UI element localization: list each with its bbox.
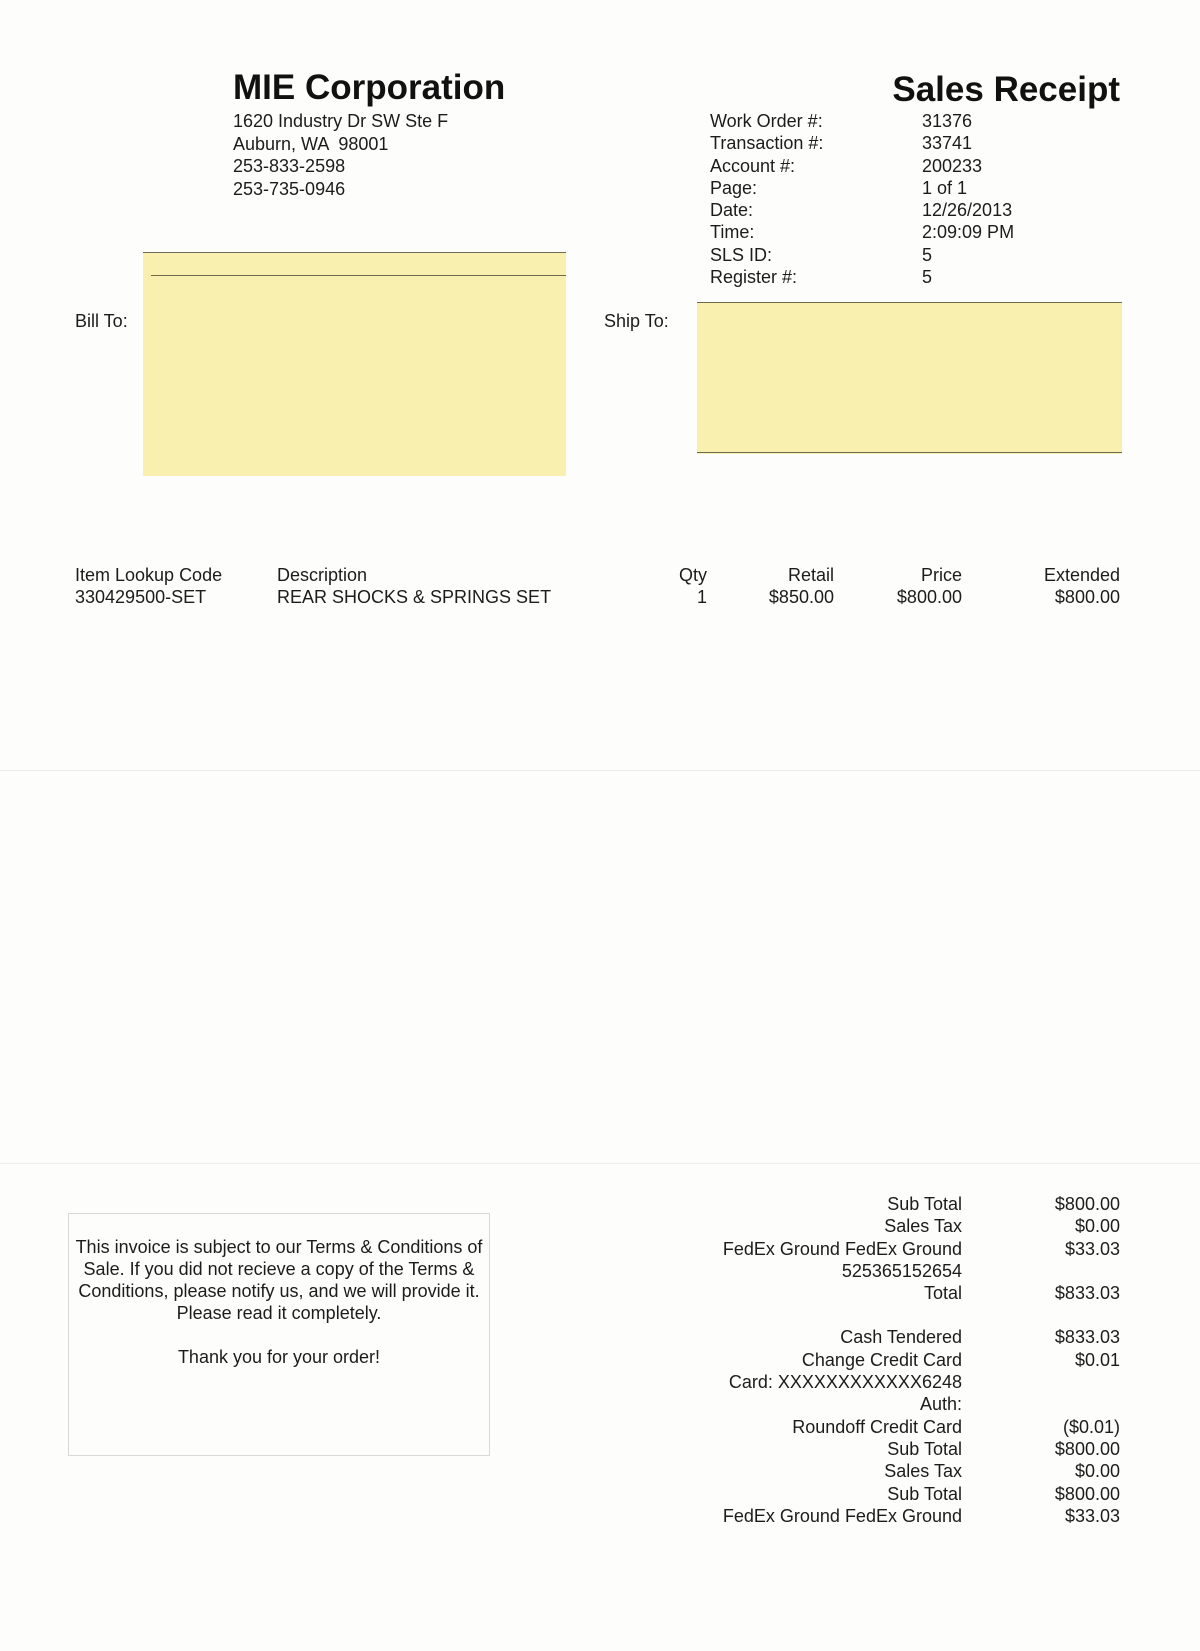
total-value: $0.00 [1074, 1216, 1120, 1237]
col-header-qty: Qty [678, 565, 707, 585]
company-address [233, 110, 448, 200]
total-row-tracking [680, 1260, 1120, 1282]
meta-label: SLS ID: [710, 244, 773, 265]
total-value: $800.00 [1054, 1438, 1120, 1459]
terms-box [68, 1213, 490, 1456]
meta-value: 12/26/2013 [922, 200, 1013, 221]
total-value: $800.00 [1054, 1194, 1120, 1214]
redaction-edge [697, 302, 1122, 303]
meta-label: Time: [710, 222, 755, 243]
meta-label: Account #: [710, 155, 796, 176]
meta-row-work-order [710, 110, 1014, 132]
total-label: Sub Total [887, 1438, 962, 1459]
meta-label: Page: [710, 177, 758, 198]
total-label: Card: XXXXXXXXXXXX6248 [728, 1372, 962, 1393]
item-description: REAR SHOCKS & SPRINGS SET [277, 587, 552, 607]
item-extended: $800.00 [1054, 587, 1120, 607]
total-value: $0.00 [1074, 1461, 1120, 1482]
item-qty: 1 [696, 587, 707, 607]
total-row-change [680, 1349, 1120, 1371]
total-label: Cash Tendered [840, 1327, 962, 1348]
total-label: Sales Tax [884, 1216, 962, 1237]
total-value: $33.03 [1064, 1505, 1120, 1526]
bill-to-label: Bill To: [75, 311, 128, 331]
meta-row-date [710, 199, 1014, 221]
total-value: $833.03 [1054, 1327, 1120, 1348]
receipt-meta [710, 110, 1014, 288]
total-label: Auth: [919, 1394, 962, 1415]
col-header-description: Description [277, 565, 368, 585]
total-value [962, 1260, 1120, 1282]
item-price: $800.00 [896, 587, 962, 607]
phone-2: 253-735-0946 [233, 178, 346, 199]
col-header-retail: Retail [787, 565, 834, 585]
totals-spacer [680, 1304, 1120, 1326]
redaction-edge [151, 275, 566, 276]
meta-value: 5 [922, 267, 933, 288]
bill-to-redaction [143, 252, 566, 476]
fold-line [0, 770, 1200, 771]
meta-row-transaction [710, 132, 1014, 154]
total-value: $33.03 [1064, 1238, 1120, 1259]
meta-value: 200233 [922, 155, 983, 176]
redaction-edge [143, 252, 566, 253]
total-row-total [680, 1282, 1120, 1304]
company-name: MIE Corporation [233, 68, 506, 107]
redaction-edge [697, 452, 1122, 453]
ship-to-label: Ship To: [604, 311, 669, 331]
total-row-subtotal [680, 1193, 1120, 1215]
total-label: Change Credit Card [801, 1349, 962, 1370]
meta-value: 33741 [922, 133, 973, 154]
meta-label: Register #: [710, 267, 798, 288]
address-line-2: Auburn, WA 98001 [233, 133, 389, 154]
col-header-price: Price [920, 565, 962, 585]
total-label: Sub Total [887, 1483, 962, 1504]
total-row-auth [680, 1393, 1120, 1415]
col-header-code: Item Lookup Code [75, 565, 223, 585]
terms-text: This invoice is subject to our Terms & Conditions of Sale. If you did not recieve a copy of the Terms & Conditions, please notify us, and we will provide it. Please read it completely. [75, 1237, 483, 1323]
total-value [962, 1371, 1120, 1393]
total-label: Total [923, 1283, 962, 1304]
meta-row-time [710, 221, 1014, 243]
total-value: $0.01 [1074, 1349, 1120, 1370]
phone-1: 253-833-2598 [233, 156, 346, 176]
total-row-shipping [680, 1238, 1120, 1260]
total-row-subtotal-2 [680, 1438, 1120, 1460]
meta-label: Transaction #: [710, 133, 824, 154]
total-value: $833.03 [1054, 1283, 1120, 1304]
meta-label: Date: [710, 200, 754, 221]
col-header-extended: Extended [1043, 565, 1120, 585]
meta-label: Work Order #: [710, 111, 823, 131]
total-row-subtotal-3 [680, 1483, 1120, 1505]
meta-row-sls-id [710, 244, 1014, 266]
total-label: Roundoff Credit Card [792, 1416, 962, 1437]
meta-value: 31376 [922, 111, 973, 131]
meta-value: 2:09:09 PM [922, 222, 1015, 243]
meta-row-account [710, 155, 1014, 177]
total-value: ($0.01) [1062, 1416, 1120, 1437]
totals-section [680, 1193, 1120, 1527]
total-row-sales-tax [680, 1215, 1120, 1237]
total-row-card [680, 1371, 1120, 1393]
tracking-number: 525365152654 [841, 1260, 962, 1281]
total-value: $800.00 [1054, 1483, 1120, 1504]
total-label: FedEx Ground FedEx Ground [722, 1505, 962, 1526]
total-row-roundoff [680, 1416, 1120, 1438]
meta-value: 5 [922, 244, 933, 265]
total-row-shipping-2 [680, 1505, 1120, 1527]
total-value [962, 1393, 1120, 1415]
total-label: FedEx Ground FedEx Ground [722, 1238, 962, 1259]
total-row-cash-tendered [680, 1326, 1120, 1348]
meta-row-page [710, 177, 1014, 199]
meta-value: 1 of 1 [922, 177, 968, 198]
thank-you-text: Thank you for your order! [177, 1347, 381, 1367]
address-line-1: 1620 Industry Dr SW Ste F [233, 111, 449, 131]
total-row-sales-tax-2 [680, 1460, 1120, 1482]
item-code: 330429500-SET [75, 587, 207, 607]
total-label: Sub Total [887, 1194, 962, 1214]
item-retail: $850.00 [768, 587, 834, 607]
fold-line [0, 1163, 1200, 1164]
ship-to-redaction [697, 302, 1122, 454]
meta-row-register [710, 266, 1014, 288]
document-title: Sales Receipt [892, 70, 1120, 109]
total-label: Sales Tax [884, 1461, 962, 1482]
